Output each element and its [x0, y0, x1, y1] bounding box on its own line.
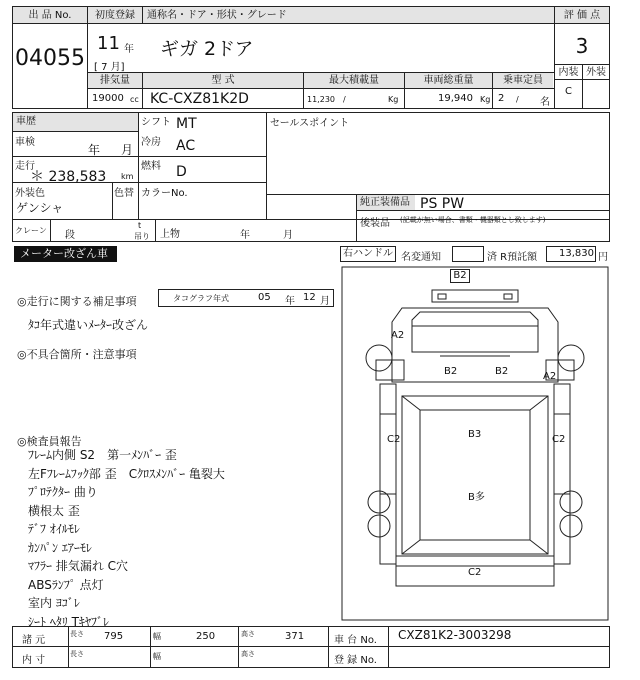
capacity-label: 乗車定員: [493, 73, 553, 88]
damage-mark-rear: C2: [468, 567, 482, 578]
reg-label: 初度登録: [88, 7, 142, 24]
crane-tsuri: 吊り: [134, 232, 150, 241]
mileage-unit: km: [121, 172, 134, 181]
inspector-label: ◎検査員報告: [17, 435, 82, 448]
inspector-line: ｶﾝﾊﾟﾝ ｴｱｰﾓﾚ: [28, 540, 92, 555]
aftermarket-note: (記載が無い場合、書類・機器類とし致します): [400, 216, 546, 224]
rating-label: 評 価 点: [555, 7, 609, 24]
interior-grade: C: [565, 86, 572, 97]
displacement-unit: cc: [130, 95, 139, 104]
rhd-badge: 右ハンドル: [340, 246, 396, 262]
name-change-label: 名変通知: [401, 252, 441, 263]
shift-label: シフト: [141, 117, 171, 128]
width-label: 幅: [153, 632, 161, 641]
rating-value: 3: [575, 34, 589, 58]
name-label: 通称名・ドア・形状・グレード: [143, 7, 554, 24]
height-label: 高さ: [241, 630, 255, 638]
inner-width-label: 幅: [153, 652, 161, 661]
inspector-notes: [28, 446, 225, 631]
capacity-sep: /: [516, 95, 519, 104]
inspection-year: 年: [88, 143, 101, 157]
height-value: 371: [285, 631, 305, 642]
reg-no-label: 登 録 No.: [334, 655, 377, 666]
inspector-line: 左Fﾌﾚｰﾑﾌｯｸ部 歪 Cｸﾛｽﾒﾝﾊﾞｰ 亀裂大: [28, 466, 225, 481]
inspector-line: ｼｰﾄ ﾍﾀﾘ Tｷﾔﾌﾞﾚ: [28, 614, 109, 629]
fuel-value: D: [176, 164, 187, 180]
model-value: KC-CXZ81K2D: [150, 91, 249, 107]
chassis-label: 車 台 No.: [334, 635, 377, 646]
inner-label: 内 寸: [22, 655, 46, 666]
maxload-sep: /: [343, 95, 346, 104]
recycle-amount: 13,830: [559, 248, 594, 259]
damage-mark-cab-left: B2: [444, 366, 458, 377]
tacho-label: タコグラフ年式: [173, 294, 229, 303]
reg-month: [ 7 月]: [94, 62, 125, 73]
mileage-label: 走行: [15, 161, 35, 172]
color-value: ゲンシャ: [16, 201, 64, 215]
fuel-label: 燃料: [141, 161, 161, 172]
crane-label: クレーン: [15, 226, 47, 235]
gross-value: 19,940: [438, 93, 473, 104]
dims-label: 諸 元: [22, 635, 46, 646]
inspector-line: 室内 ﾖｺﾞﾚ: [28, 596, 80, 610]
body-year: 年: [240, 230, 250, 241]
maxload-unit: Kg: [388, 95, 399, 104]
maxload-value: 11,230: [307, 95, 335, 104]
inspector-line: ABSﾗﾝﾌﾟ 点灯: [28, 577, 104, 592]
damage-mark-left-side: C2: [387, 434, 401, 445]
defects-label: ◎不具合箇所・注意事項: [17, 348, 137, 361]
displacement-label: 排気量: [88, 73, 142, 88]
length-value: 795: [104, 631, 124, 642]
inspector-line: ﾃﾞﾌ ｵｲﾙﾓﾚ: [28, 522, 80, 536]
width-value: 250: [196, 631, 216, 642]
tacho-year: 05: [258, 292, 271, 303]
inner-height-label: 高さ: [241, 650, 255, 658]
damage-mark-right-side: C2: [552, 434, 566, 445]
car-name: ギガ 2ドア: [160, 38, 254, 60]
damage-mark-top: B2: [450, 269, 470, 283]
damage-mark-bed-middle: B多: [468, 492, 485, 503]
aftermarket-label: 後装品: [360, 218, 390, 229]
recycle-label: 済 R預託額: [487, 252, 538, 263]
damage-mark-left-front: A2: [391, 330, 405, 341]
inspection-month: 月: [121, 143, 134, 157]
damage-mark-bed-front: B3: [468, 429, 482, 440]
inner-length-label: 長さ: [70, 650, 84, 658]
gross-label: 車両総重量: [405, 73, 492, 88]
driving-note: ﾀｺ年式違いﾒｰﾀｰ改ざん: [28, 318, 149, 332]
length-label: 長さ: [70, 630, 84, 638]
color-label: 外装色: [15, 188, 45, 199]
gross-unit: Kg: [480, 95, 491, 104]
reg-year-suffix: 年: [124, 44, 134, 55]
body-month: 月: [283, 230, 293, 241]
lot-number: 04055: [15, 46, 85, 71]
inspector-line: 横根太 歪: [28, 503, 80, 518]
interior-label: 内装: [555, 65, 582, 80]
crane-step: 段: [65, 230, 75, 241]
ac-value: AC: [176, 138, 196, 154]
ac-label: 冷房: [141, 137, 161, 148]
tacho-month-unit: 月: [320, 296, 330, 307]
mileage-value: ＊ 238,583: [30, 169, 107, 185]
inspector-line: ﾏﾌﾗｰ 排気漏れ C穴: [28, 559, 129, 573]
model-label: 型 式: [143, 73, 303, 88]
capacity-unit: 名: [540, 97, 550, 108]
chassis-value: CXZ81K2-3003298: [398, 628, 512, 642]
crane-t: t: [138, 221, 142, 230]
recycle-unit: 円: [598, 252, 608, 263]
footer-block: [12, 626, 610, 668]
equipment-label: 純正装備品: [357, 195, 415, 210]
name-change-box: [452, 246, 484, 262]
tacho-month: 12: [303, 292, 316, 303]
reg-year: 11: [97, 33, 120, 54]
color-swap-label: 色替: [114, 188, 134, 199]
capacity-value: 2: [498, 93, 505, 104]
maxload-label: 最大積載量: [304, 73, 404, 88]
driving-label: ◎走行に関する補足事項: [17, 295, 137, 308]
tacho-year-unit: 年: [285, 296, 295, 307]
history-label: 車歴: [13, 113, 138, 131]
sales-label: セールスポイント: [270, 118, 350, 129]
damage-mark-cab-right: B2: [495, 366, 509, 377]
displacement-value: 19000: [92, 93, 124, 104]
body-label: 上物: [160, 229, 180, 240]
damage-mark-right-front: A2: [543, 371, 557, 382]
lot-label: 出 品 No.: [13, 7, 87, 24]
inspector-line: ﾌﾟﾛﾃｸﾀｰ 曲り: [28, 485, 98, 499]
inspection-label: 車検: [15, 137, 35, 148]
inspector-line: ﾌﾚｰﾑ内側 S2 第一ﾒﾝﾊﾞｰ 歪: [28, 448, 177, 462]
meter-tamper-badge: メーター改ざん車: [14, 246, 117, 262]
equipment-value: PS PW: [420, 196, 465, 212]
color-code-label: カラーNo.: [141, 188, 188, 199]
shift-value: MT: [176, 116, 197, 132]
exterior-label: 外装: [583, 65, 609, 80]
